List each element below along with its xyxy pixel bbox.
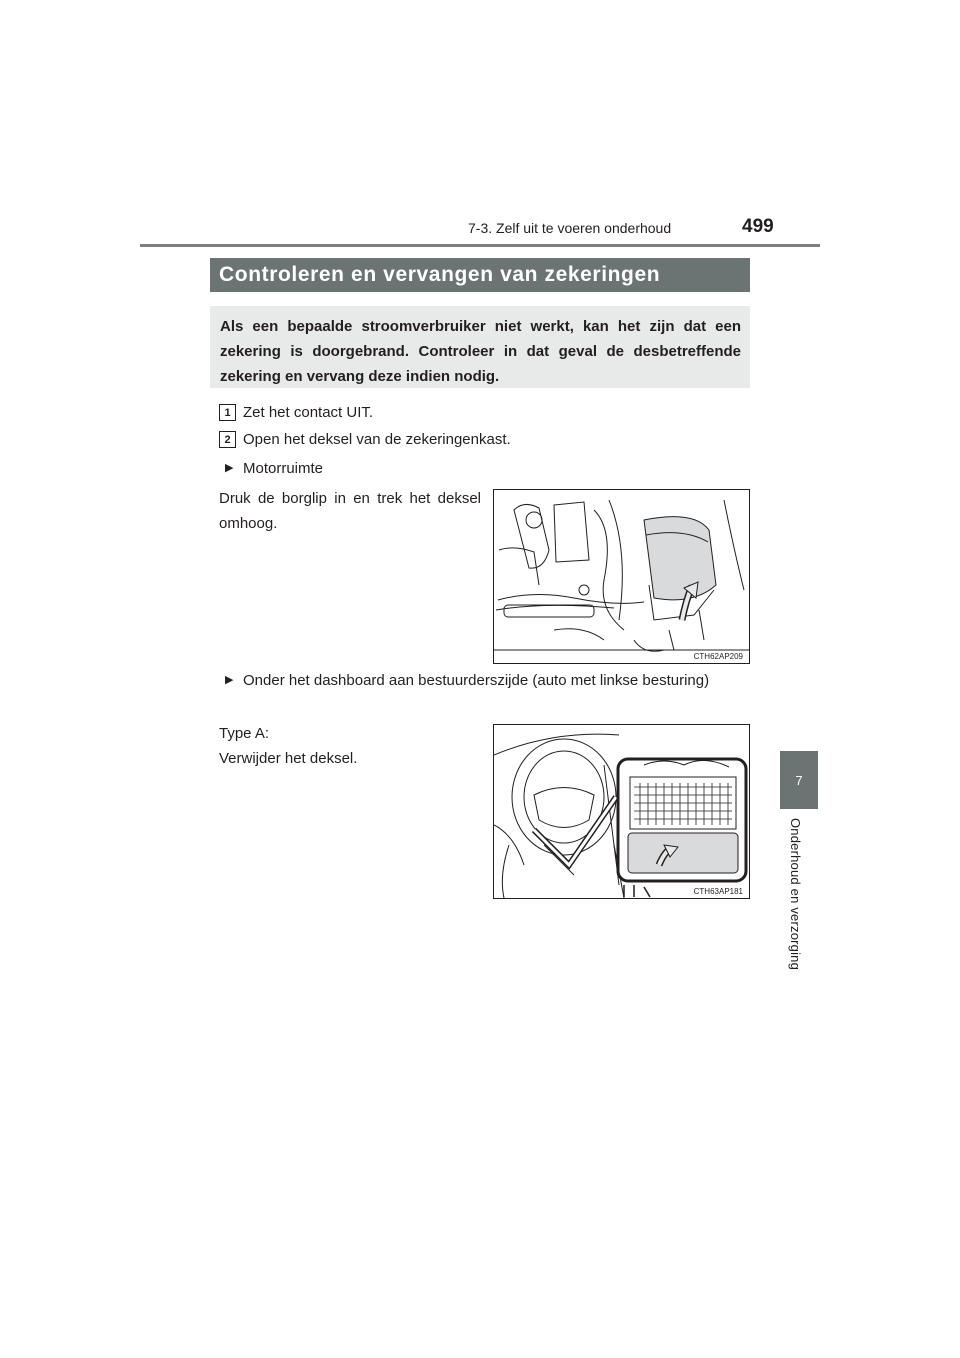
- triangle-right-icon: ▶: [225, 674, 234, 686]
- type-label: Type A:: [219, 725, 270, 742]
- arrow-up-icon: [682, 582, 698, 620]
- fuse-box-callout: [534, 759, 746, 881]
- engine-fuse-box-illustration: [493, 489, 750, 664]
- step-number-1: 1: [219, 404, 236, 421]
- bullet-engine-room: Motorruimte: [243, 460, 324, 477]
- figure-code: CTH63AP181: [693, 887, 743, 896]
- header-divider: [140, 244, 820, 247]
- step-text-2: Open het deksel van de zekeringenkast.: [243, 431, 511, 448]
- chapter-label: Onderhoud en verzorging: [788, 818, 803, 971]
- engine-instruction: Druk de borglip in en trek het deksel omhoog.: [219, 490, 481, 532]
- intro-paragraph: Als een bepaalde stroomverbruiker niet werkt, kan het zijn dat een zekering is doorgebrand. Controleer in dat geval de desbetreffende zekering en vervang deze indien nodig.: [210, 306, 750, 388]
- page-title: Controleren en vervangen van zekeringen: [210, 258, 750, 292]
- step-number-2: 2: [219, 431, 236, 448]
- figure-code: CTH62AP209: [693, 652, 743, 661]
- engine-drawing: [494, 490, 749, 663]
- chapter-tab: 7: [780, 751, 818, 809]
- triangle-right-icon: ▶: [225, 462, 234, 474]
- dashboard-drawing: [494, 725, 749, 898]
- dashboard-fuse-box-illustration: [493, 724, 750, 899]
- dashboard-instruction: Verwijder het deksel.: [219, 750, 358, 767]
- step-text-1: Zet het contact UIT.: [243, 404, 374, 421]
- page-number: 499: [742, 216, 774, 237]
- bullet-dashboard: Onder het dashboard aan bestuurderszijde (auto met linkse besturing): [243, 672, 710, 689]
- section-title: 7-3. Zelf uit te voeren onderhoud: [468, 220, 672, 236]
